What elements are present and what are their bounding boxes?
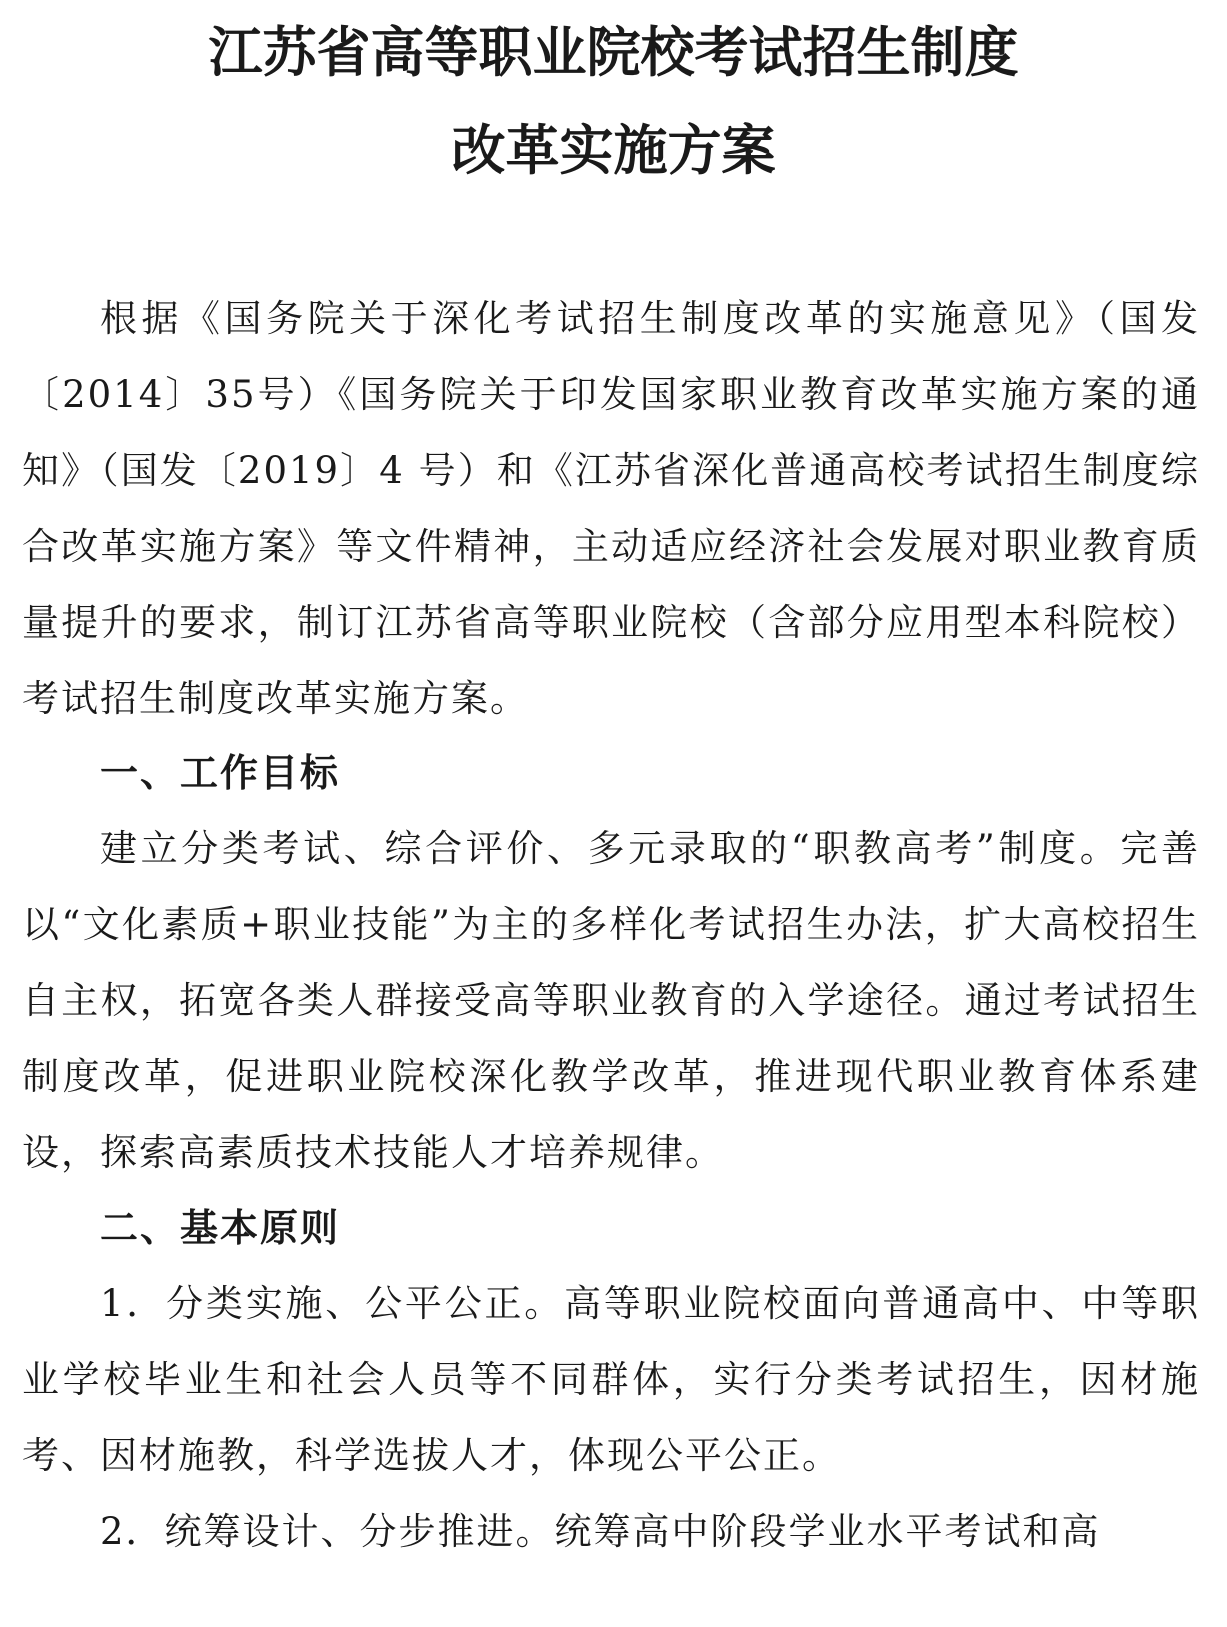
goals-paragraph: 建立分类考试、综合评价、多元录取的“职教高考”制度。完善以“文化素质+职业技能”为主的多样化考试招生办法，扩大高校招生自主权，拓宽各类人群接受高等职业教育的入学途径。通过考试招生制度改革，促进职业院校深化教学改革，推进现代职业教育体系建设，探索高素质技术技能人才培养规律。 xyxy=(22,827,1200,1174)
intro-paragraph: 根据《国务院关于深化考试招生制度改革的实施意见》（国发〔2014〕35号）《国务院关于印发国家职业教育改革实施方案的通知》（国发〔2019〕4 号）和《江苏省深化普通高校考试招生制度综合改革实施方案》等文件精神，主动适应经济社会发展对职业教育质量提升的要求，制订江苏省高等职业院校（含部分应用型本科院校）考试招生制度改革实施方案。 xyxy=(22,297,1200,720)
document-title-line1: 江苏省高等职业院校考试招生制度 xyxy=(208,20,1019,84)
principle-1-paragraph: 1．分类实施、公平公正。高等职业院校面向普通高中、中等职业学校毕业生和社会人员等不同群体，实行分类考试招生，因材施考、因材施教，科学选拔人才，体现公平公正。 xyxy=(22,1282,1200,1477)
document-title-line2: 改革实施方案 xyxy=(451,118,776,182)
section-heading-principles: 二、基本原则 xyxy=(100,1206,341,1250)
principle-2-paragraph: 2．统筹设计、分步推进。统筹高中阶段学业水平考试和高 xyxy=(100,1510,1101,1553)
section-heading-goals: 一、工作目标 xyxy=(100,751,341,795)
